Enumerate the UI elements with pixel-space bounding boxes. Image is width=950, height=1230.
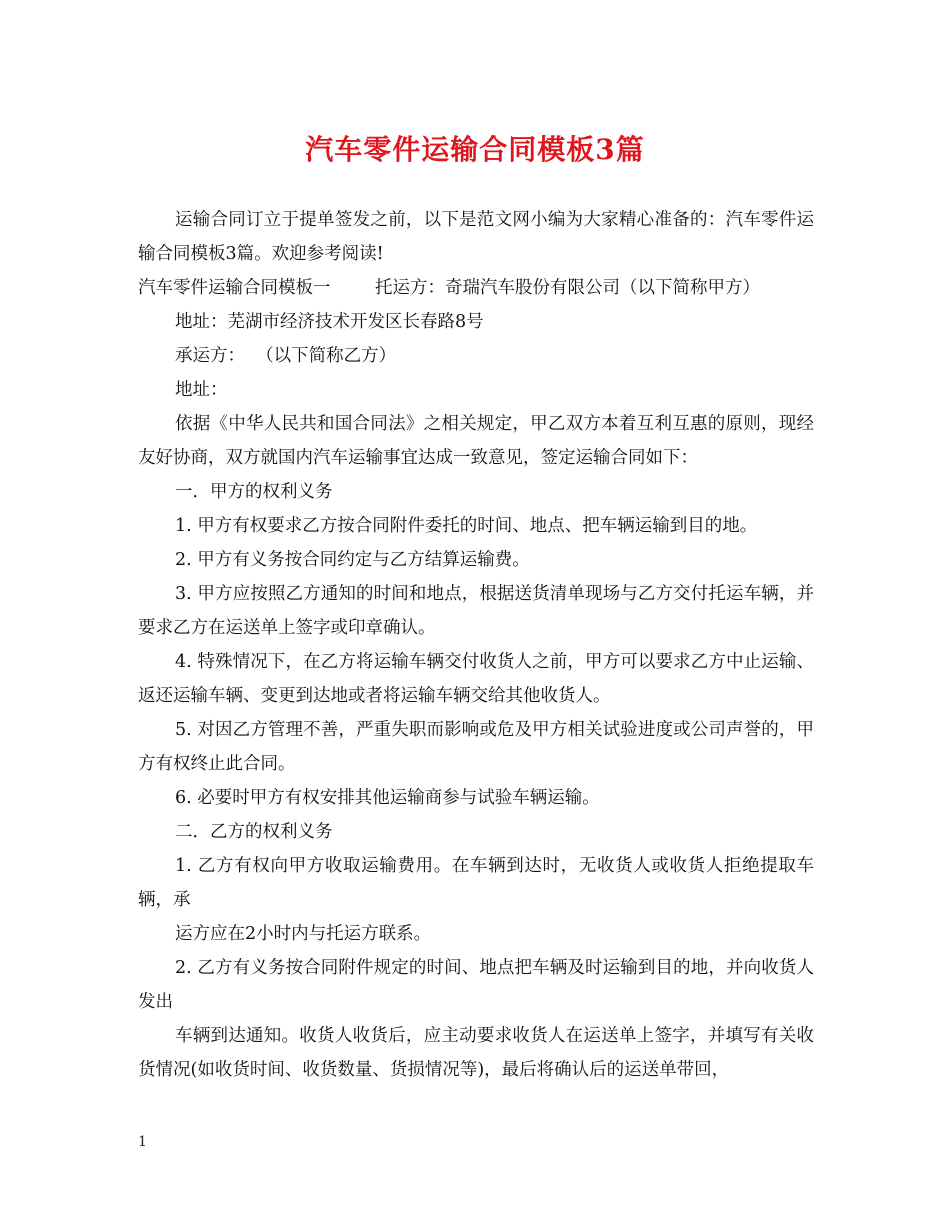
paragraph: 4. 特殊情况下，在乙方将运输车辆交付收货人之前，甲方可以要求乙方中止运输、返还运输车辆、变更到达地或者将运输车辆交给其他收货人。 (138, 652, 814, 706)
paragraph: 二．乙方的权利义务 (175, 822, 333, 842)
paragraph: 5. 对因乙方管理不善，严重失职而影响或危及甲方相关试验进度或公司声誉的，甲方有权终止此合同。 (138, 720, 814, 774)
paragraph: 运输合同订立于提单签发之前，以下是范文网小编为大家精心准备的：汽车零件运输合同模板3篇。欢迎参考阅读! (138, 210, 814, 264)
paragraph: 汽车零件运输合同模板一 托运方：奇瑞汽车股份有限公司（以下简称甲方） (138, 278, 760, 298)
paragraph: 地址：芜湖市经济技术开发区长春路8号 (175, 312, 484, 332)
paragraph: 2. 乙方有义务按合同附件规定的时间、地点把车辆及时运输到目的地，并向收货人发出 (138, 958, 814, 1012)
paragraph: 3. 甲方应按照乙方通知的时间和地点，根据送货清单现场与乙方交付托运车辆，并要求乙方在运送单上签字或印章确认。 (138, 584, 814, 638)
paragraph: 1. 乙方有权向甲方收取运输费用。在车辆到达时，无收货人或收货人拒绝提取车辆，承 (138, 856, 814, 910)
page-number: 1 (138, 1134, 147, 1150)
document-body (138, 203, 814, 1087)
paragraph: 运方应在2小时内与托运方联系。 (175, 924, 432, 944)
paragraph: 地址： (175, 380, 228, 400)
paragraph: 依据《中华人民共和国合同法》之相关规定，甲乙双方本着互利互惠的原则，现经友好协商，双方就国内汽车运输事宜达成一致意见，签定运输合同如下： (138, 414, 814, 468)
paragraph: 6. 必要时甲方有权安排其他运输商参与试验车辆运输。 (175, 788, 600, 808)
paragraph: 承运方： （以下简称乙方） (175, 346, 397, 366)
document-title: 汽车零件运输合同模板3篇 (305, 133, 645, 166)
paragraph: 1. 甲方有权要求乙方按合同附件委托的时间、地点、把车辆运输到目的地。 (175, 516, 758, 536)
paragraph: 2. 甲方有义务按合同约定与乙方结算运输费。 (175, 550, 530, 570)
paragraph: 车辆到达通知。收货人收货后，应主动要求收货人在运送单上签字，并填写有关收货情况(如收货时间、收货数量、货损情况等)，最后将确认后的运送单带回， (138, 1026, 814, 1080)
paragraph: 一．甲方的权利义务 (175, 482, 333, 502)
